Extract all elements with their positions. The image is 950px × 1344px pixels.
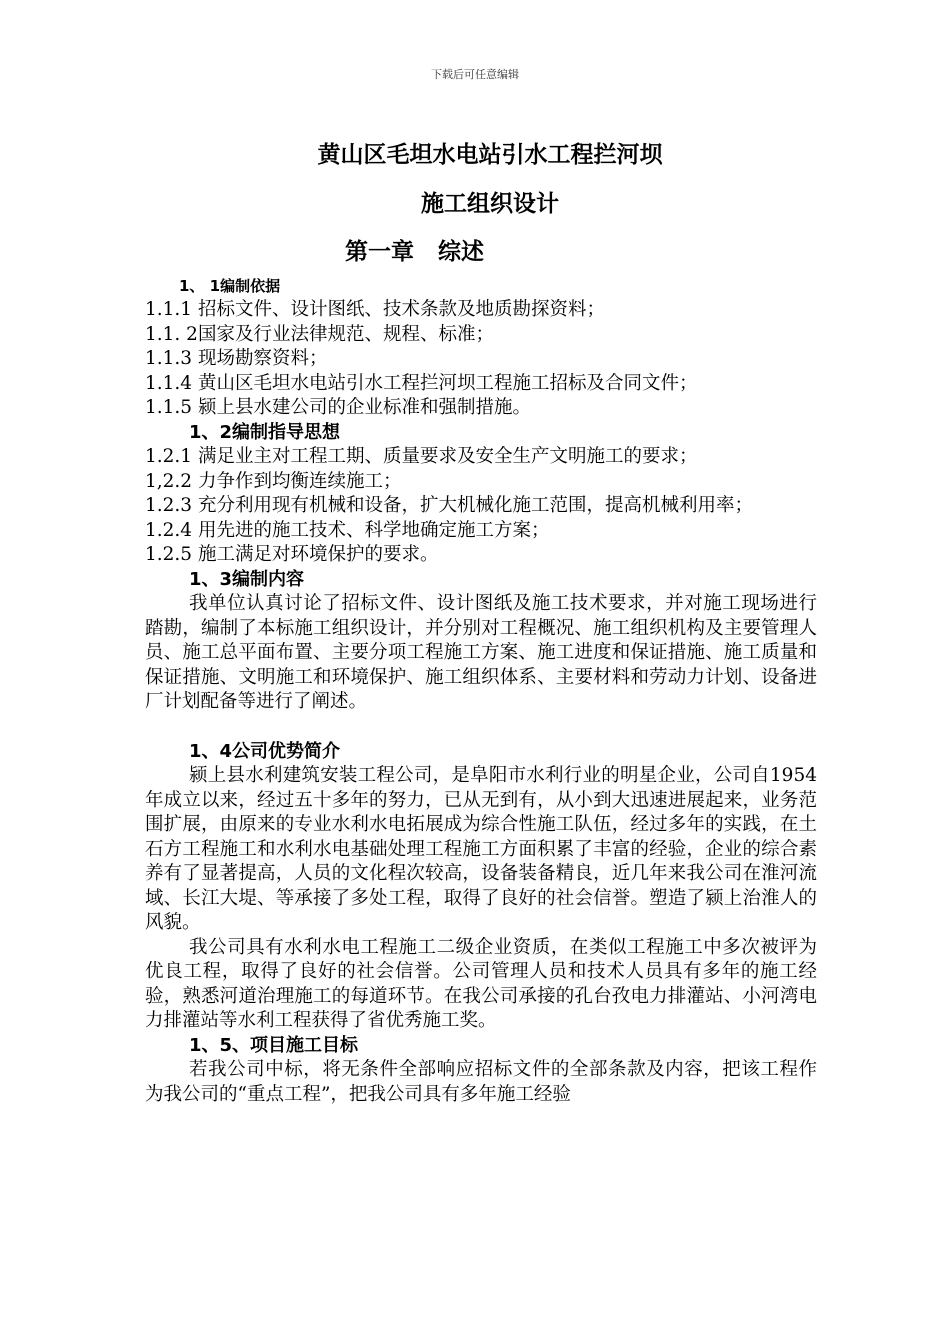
list-item: 1.2.5 施工满足对环境保护的要求。 [145,544,439,565]
page-header: 下载后可任意编辑 [431,68,519,81]
list-item: 1.1.3 现场勘察资料； [145,348,328,369]
paragraph: 若我公司中标，将无条件全部响应招标文件的全部条款及内容，把该工程作为我公司的“重点工程”，把我公司具有多年施工经验 [145,1059,817,1105]
list-item: 1.2.4 用先进的施工技术、科学地确定施工方案； [145,519,550,541]
document-title-line2: 施工组织设计 [421,191,559,217]
section-heading-1-1: 1、 1编制依据 [179,277,281,295]
section-heading-1-4: 1、4公司优势简介 [189,740,341,762]
list-item: 1,2.2 力争作到均衡连续施工； [145,470,402,492]
section-heading-1-3: 1、3编制内容 [189,568,305,590]
paragraph: 我公司具有水利水电工程施工二级企业资质，在类似工程施工中多次被评为优良工程，取得了良好的社会信誉。公司管理人员和技术人员具有多年的施工经验，熟悉河道治理施工的每道环节。在我公司承接的孔台孜电力排灌站、小河湾电力排灌站等水利工程获得了省优秀施工奖。 [145,936,817,1031]
paragraph: 颍上县水利建筑安装工程公司，是阜阳市水利行业的明星企业，公司自1954年成立以来，经过五十多年的努力，已从无到有，从小到大迅速进展起来，业务范围扩展，由原来的专业水利水电拓展成为综合性施工队伍，经过多年的实践，在土石方工程施工和水利水电基础处理工程施工方面积累了丰富的经验，企业的综合素养有了显著提高，人员的文化程次较高，设备装备精良，近几年来我公司在淮河流域、长江大堤、等承接了多处工程，取得了良好的社会信誉。塑造了颍上治淮人的风貌。 [145,765,817,933]
list-item: 1.1.1 招标文件、设计图纸、技术条款及地质勘探资料； [145,299,605,320]
paragraph: 我单位认真讨论了招标文件、设计图纸及施工技术要求，并对施工现场进行踏勘，编制了本标施工组织设计，并分别对工程概况、施工组织机构及主要管理人员、施工总平面布置、主要分项工程施工方案、施工进度和保证措施、施工质量和保证措施、文明施工和环境保护、施工组织体系、主要材料和劳动力计划、设备进厂计划配备等进行了阐述。 [145,593,817,712]
list-item: 1.1.4 黄山区毛坦水电站引水工程拦河坝工程施工招标及合同文件； [145,372,698,394]
document-body [145,274,817,1107]
list-item: 1.1.5 颍上县水建公司的企业标准和强制措施。 [145,397,531,418]
list-item: 1.2.3 充分利用现有机械和设备，扩大机械化施工范围，提高机械利用率； [145,495,753,516]
list-item: 1.2.1 满足业主对工程工期、质量要求及安全生产文明施工的要求； [145,446,698,467]
document-title-line1: 黄山区毛坦水电站引水工程拦河坝 [317,142,663,168]
section-heading-1-2: 1、2编制指导思想 [189,421,341,443]
spacer [145,715,817,740]
section-heading-1-5: 1、5、项目施工目标 [189,1034,359,1056]
list-item: 1.1. 2国家及行业法律规范、规程、标准； [145,323,494,345]
chapter-heading: 第一章 综述 [345,239,485,265]
